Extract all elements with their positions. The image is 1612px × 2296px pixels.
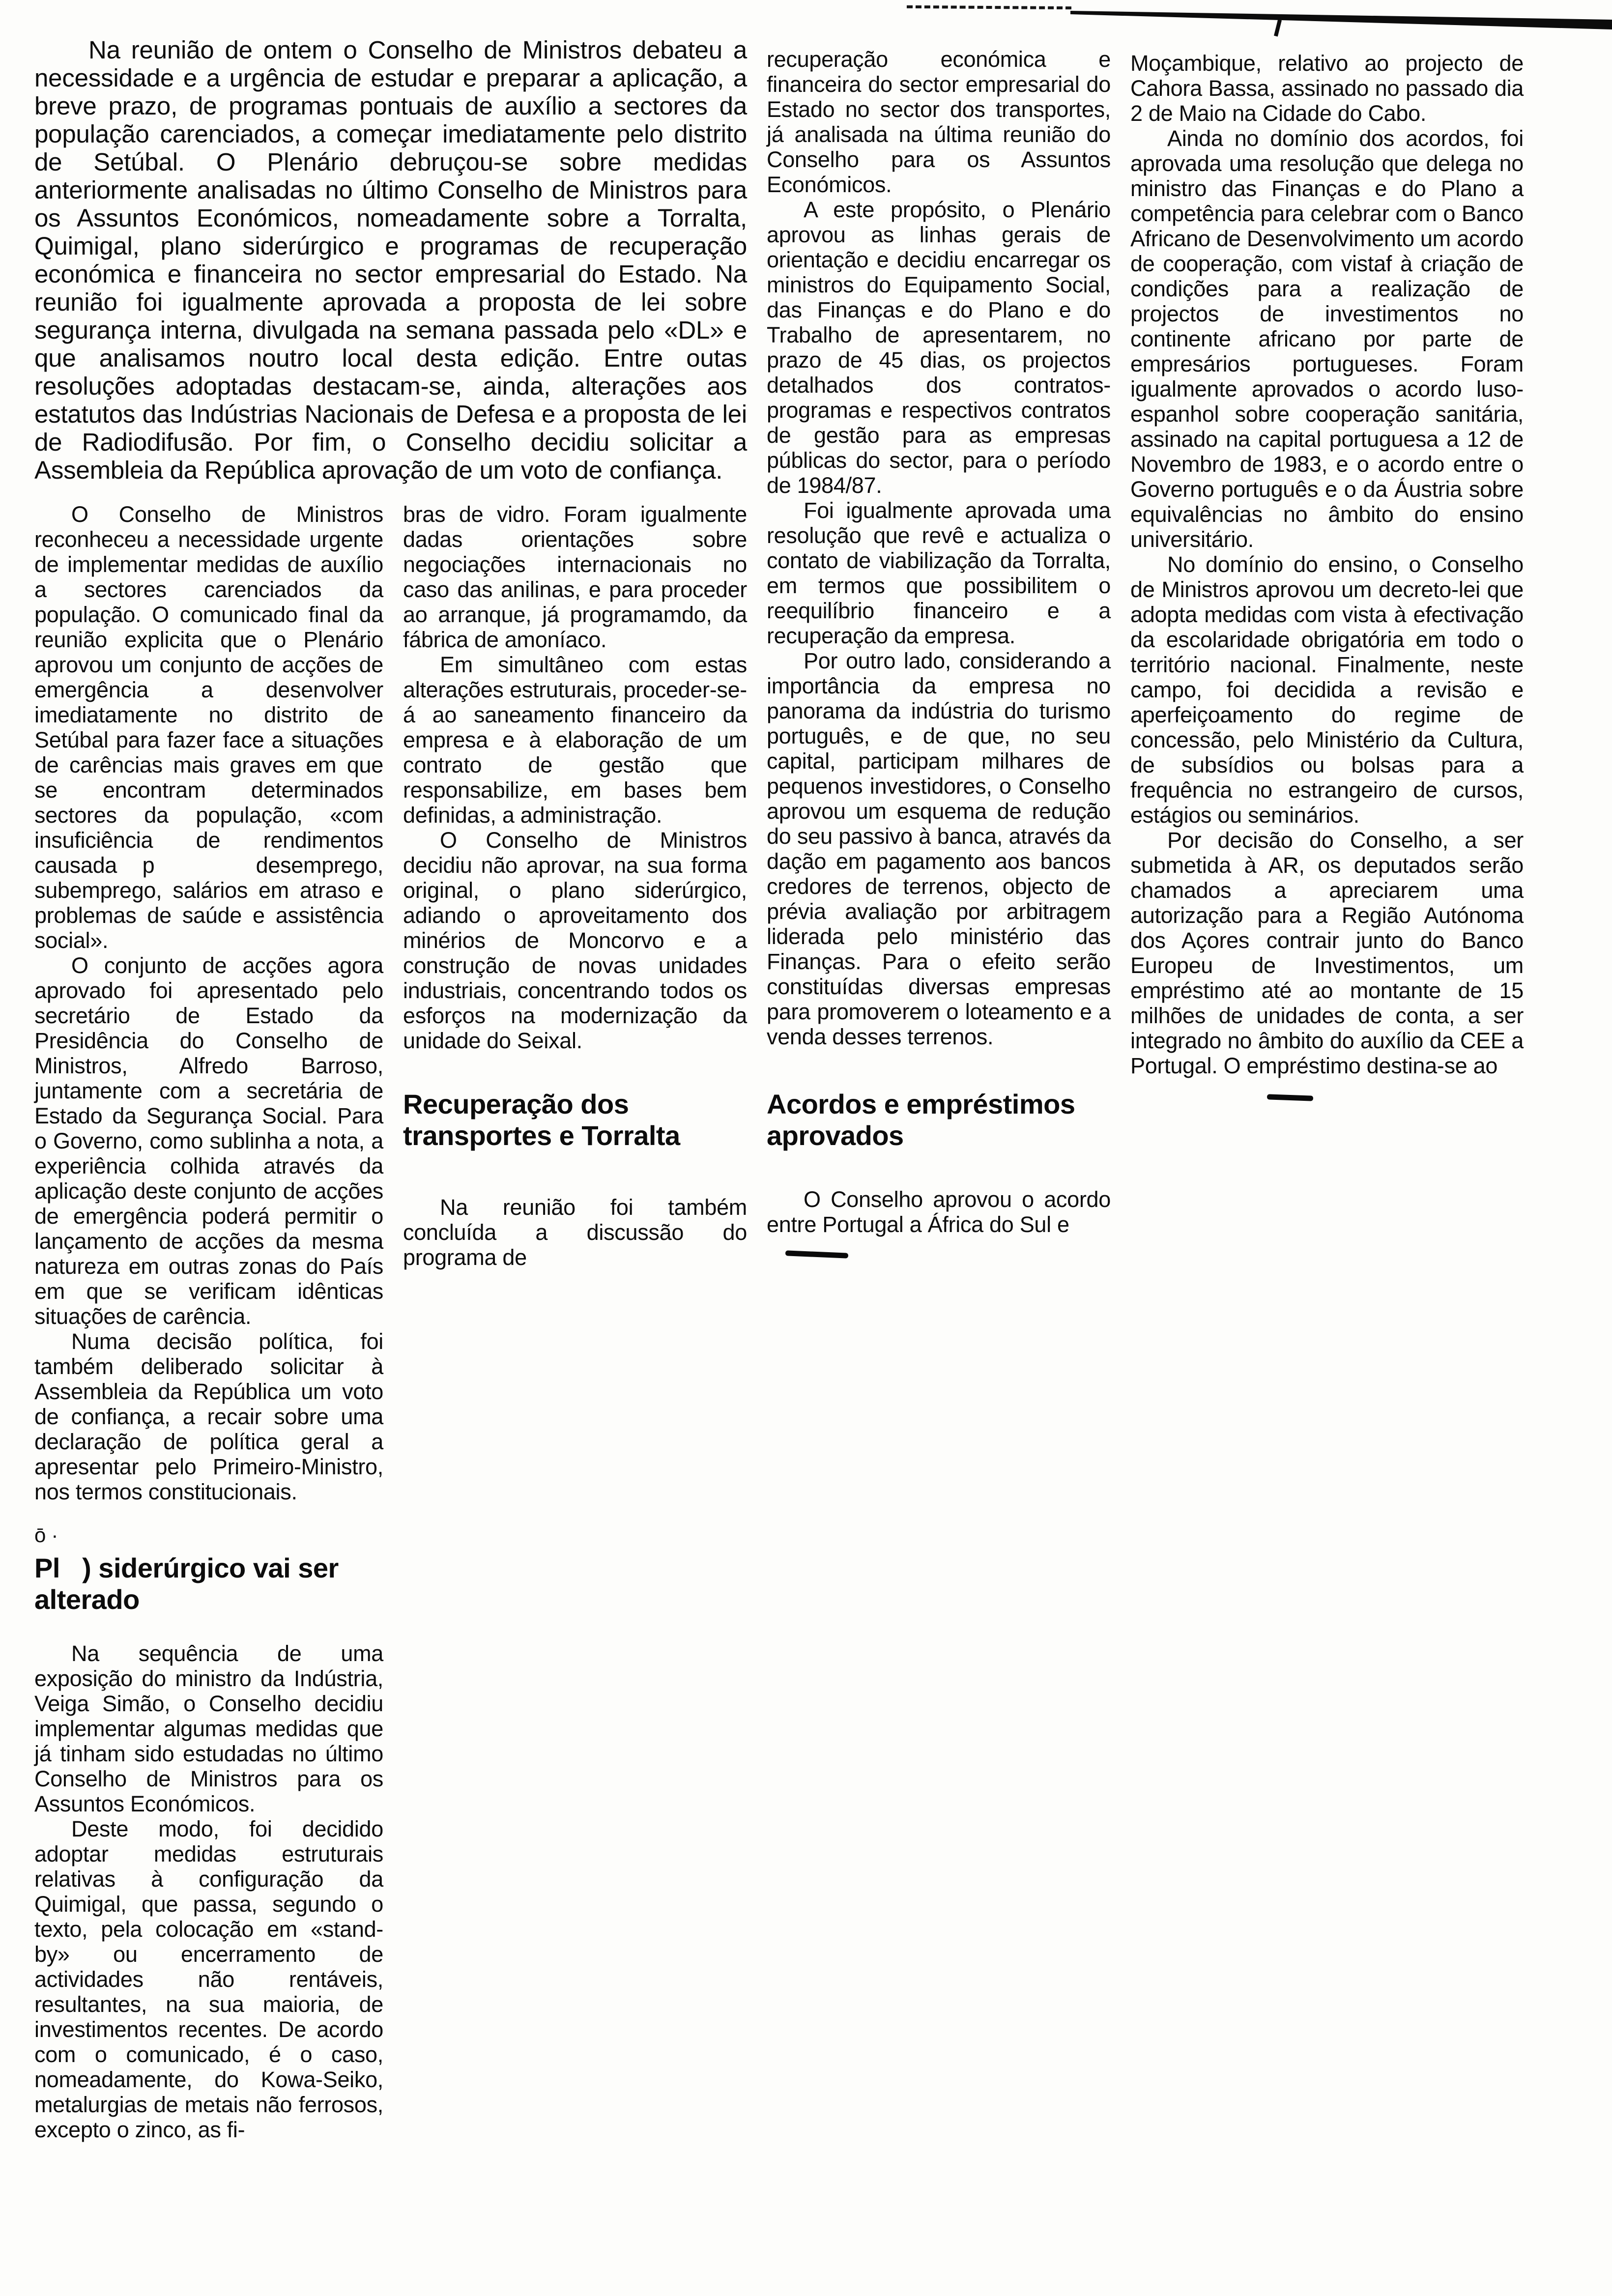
subheading-recuperacao-transportes: Recuperação dos transportes e Torralta [403, 1089, 680, 1151]
stray-print-mark: ō · [34, 1523, 58, 1547]
body-paragraph: Na sequência de uma exposição do ministro da Indústria, Veiga Simão, o Conselho decidiu implementar algumas medidas que já tinham sido estudadas no último Conselho de Ministros para os Assuntos Económicos. [34, 1641, 383, 1816]
body-paragraph: No domínio do ensino, o Conselho de Ministros aprovou um decreto-lei que adopta medidas com vista à efectivação da escolaridade obrigatória em todo o território nacional. Finalmente, neste campo, foi decidida a revisão e aperfeiçoamento do regime de concessão, pelo Ministério da Cultura, de subsídios ou bolsas para a frequência no estrangeiro de cursos, estágios ou seminários. [1130, 552, 1524, 828]
body-paragraph: A este propósito, o Plenário aprovou as linhas gerais de orientação e decidiu encarregar os ministros do Equipamento Social, das Finanças e do Plano e do Trabalho de apresentarem, no prazo de 45 dias, os projectos detalhados dos contratos-programas e respectivos contratos de gestão para as empresas públicas do sector, para o período de 1984/87. [767, 197, 1111, 498]
body-paragraph: O Conselho aprovou o acordo entre Portugal a África do Sul e [767, 1187, 1111, 1237]
subheading-acordos-emprestimos: Acordos e empréstimos aprovados [767, 1089, 1075, 1151]
body-paragraph: Por decisão do Conselho, a ser submetida à AR, os deputados serão chamados a apreciarem uma autorização para a Região Autónoma dos Açores contrair junto do Banco Europeu de Investimentos, um empréstimo até ao montante de 15 milhões de unidades de conta, a ser integrado no âmbito do auxílio da CEE a Portugal. O empréstimo destina-se ao [1130, 828, 1524, 1078]
body-paragraph: Moçambique, relativo ao projecto de Cahora Bassa, assinado no passado dia 2 de Maio na Cidade do Cabo. [1130, 51, 1524, 126]
column-3 [767, 27, 1111, 1257]
scan-crease-dashes [907, 5, 1071, 9]
scan-crease-line [1070, 0, 1612, 39]
body-paragraph: bras de vidro. Foram igualmente dadas orientações sobre negociações internacionais no caso das anilinas, e para proceder ao arranque, já programamdo, da fábrica de amoníaco. [403, 502, 747, 652]
body-paragraph: Deste modo, foi decidido adoptar medidas estruturais relativas à configuração da Quimigal, que passa, segundo o texto, pela colocação em «stand-by» ou encerramento de actividades não rentáveis, resultantes, na sua maioria, de investimentos recentes. De acordo com o comunicado, é o caso, nomeadamente, do Kowa-Seiko, metalurgias de metais não ferrosos, excepto o zinco, as fi- [34, 1816, 383, 2142]
body-paragraph: Ainda no domínio dos acordos, foi aprovada uma resolução que delega no ministro das Finanças e do Plano a competência para celebrar com o Banco Africano de Desenvolvimento um acordo de cooperação, com vistaf à criação de condições para a realização de projectos de investimentos no continente africano por parte de empresários portugueses. Foram igualmente aprovados o acordo luso-espanhol sobre cooperação sanitária, assinado na capital portuguesa a 12 de Novembro de 1983, e o acordo entre o Governo português e o da Áustria sobre equivalências no âmbito do ensino universitário. [1130, 126, 1524, 552]
body-paragraph: O Conselho de Ministros decidiu não aprovar, na sua forma original, o plano siderúrgico, adiando o aproveitamento dos minérios de Moncorvo e a construção de novas unidades industriais, concentrando todos os esforços na modernização da unidade do Seixal. [403, 828, 747, 1053]
column-4 [1130, 27, 1524, 1100]
body-paragraph: O Conselho de Ministros reconheceu a necessidade urgente de implementar medidas de auxílio a sectores carenciados da população. O comunicado final da reunião explicita que o Plenário aprovou um conjunto de acções de emergência a desenvolver imediatamente no distrito de Setúbal para fazer face a situações de carências mais graves em que se encontram determinados sectores da população, «com insuficiência de rendimentos causada p desemprego, subemprego, salários em atraso e problemas de saúde e assistência social». [34, 502, 383, 953]
lead-paragraph: Na reunião de ontem o Conselho de Ministros debateu a necessidade e a urgência de estudar e preparar a aplicação, a breve prazo, de programas pontuais de auxílio a sectores da população carenciados, a começar imediatamente pelo distrito de Setúbal. O Plenário debruçou-se sobre medidas anteriormente analisadas no último Conselho de Ministros para os Assuntos Económicos, nomeadamente sobre a Torralta, Quimigal, plano siderúrgico e programas de recuperação económica e financeira no sector empresarial do Estado. Na reunião foi igualmente aprovada a proposta de lei sobre segurança interna, divulgada na semana passada pelo «DL» e que analisamos noutro local desta edição. Entre outas resoluções adoptadas destacam-se, ainda, alterações aos estatutos das Indústrias Nacionais de Defesa e a proposta de lei de Radiodifusão. Por fim, o Conselho decidiu solicitar a Assembleia da República aprovação de um voto de confiança. [34, 36, 747, 484]
column-1 [34, 502, 383, 2142]
pen-stroke [1267, 1094, 1313, 1101]
body-paragraph: Foi igualmente aprovada uma resolução que revê e actualiza o contato de viabilização da Torralta, em termos que possibilitem o reequilíbrio financeiro e a recuperação da empresa. [767, 498, 1111, 648]
pen-stroke [785, 1250, 848, 1258]
body-paragraph: recuperação económica e financeira do sector empresarial do Estado no sector dos transportes, já analisada na última reunião do Conselho para os Assuntos Económicos. [767, 47, 1111, 197]
body-paragraph: Por outro lado, considerando a importância da empresa no panorama da indústria do turismo português, e de que, no seu capital, participam milhares de pequenos investidores, o Conselho aprovou um esquema de redução do seu passivo à banca, através da dação em pagamento aos bancos credores de terrenos, objecto de prévia avaliação por arbitragem liderada pelo ministério das Finanças. Para o efeito serão constituídas diversas empresas para promoverem o loteamento e a venda desses terrenos. [767, 648, 1111, 1049]
subheading-plano-siderurgico: Pl ) siderúrgico vai ser alterado [34, 1552, 339, 1615]
body-paragraph: Numa decisão política, foi também deliberado solicitar à Assembleia da República um voto de confiança, a recair sobre uma declaração de política geral a apresentar pelo Primeiro-Ministro, nos termos constitucionais. [34, 1329, 383, 1504]
body-paragraph: Na reunião foi também concluída a discussão do programa de [403, 1195, 747, 1270]
column-2 [403, 502, 747, 1270]
body-paragraph: Em simultâneo com estas alterações estruturais, proceder-se-á ao saneamento financeiro da empresa e à elaboração de um contrato de gestão que responsabilize, em bases bem definidas, a administração. [403, 652, 747, 828]
body-paragraph: O conjunto de acções agora aprovado foi apresentado pelo secretário de Estado da Presidência do Conselho de Ministros, Alfredo Barroso, juntamente com a secretária de Estado da Segurança Social. Para o Governo, como sublinha a nota, a experiência colhida através da aplicação deste conjunto de acções de emergência poderá permitir o lançamento de acções da mesma natureza em outras zonas do País em que se verificam idênticas situações de carência. [34, 953, 383, 1329]
